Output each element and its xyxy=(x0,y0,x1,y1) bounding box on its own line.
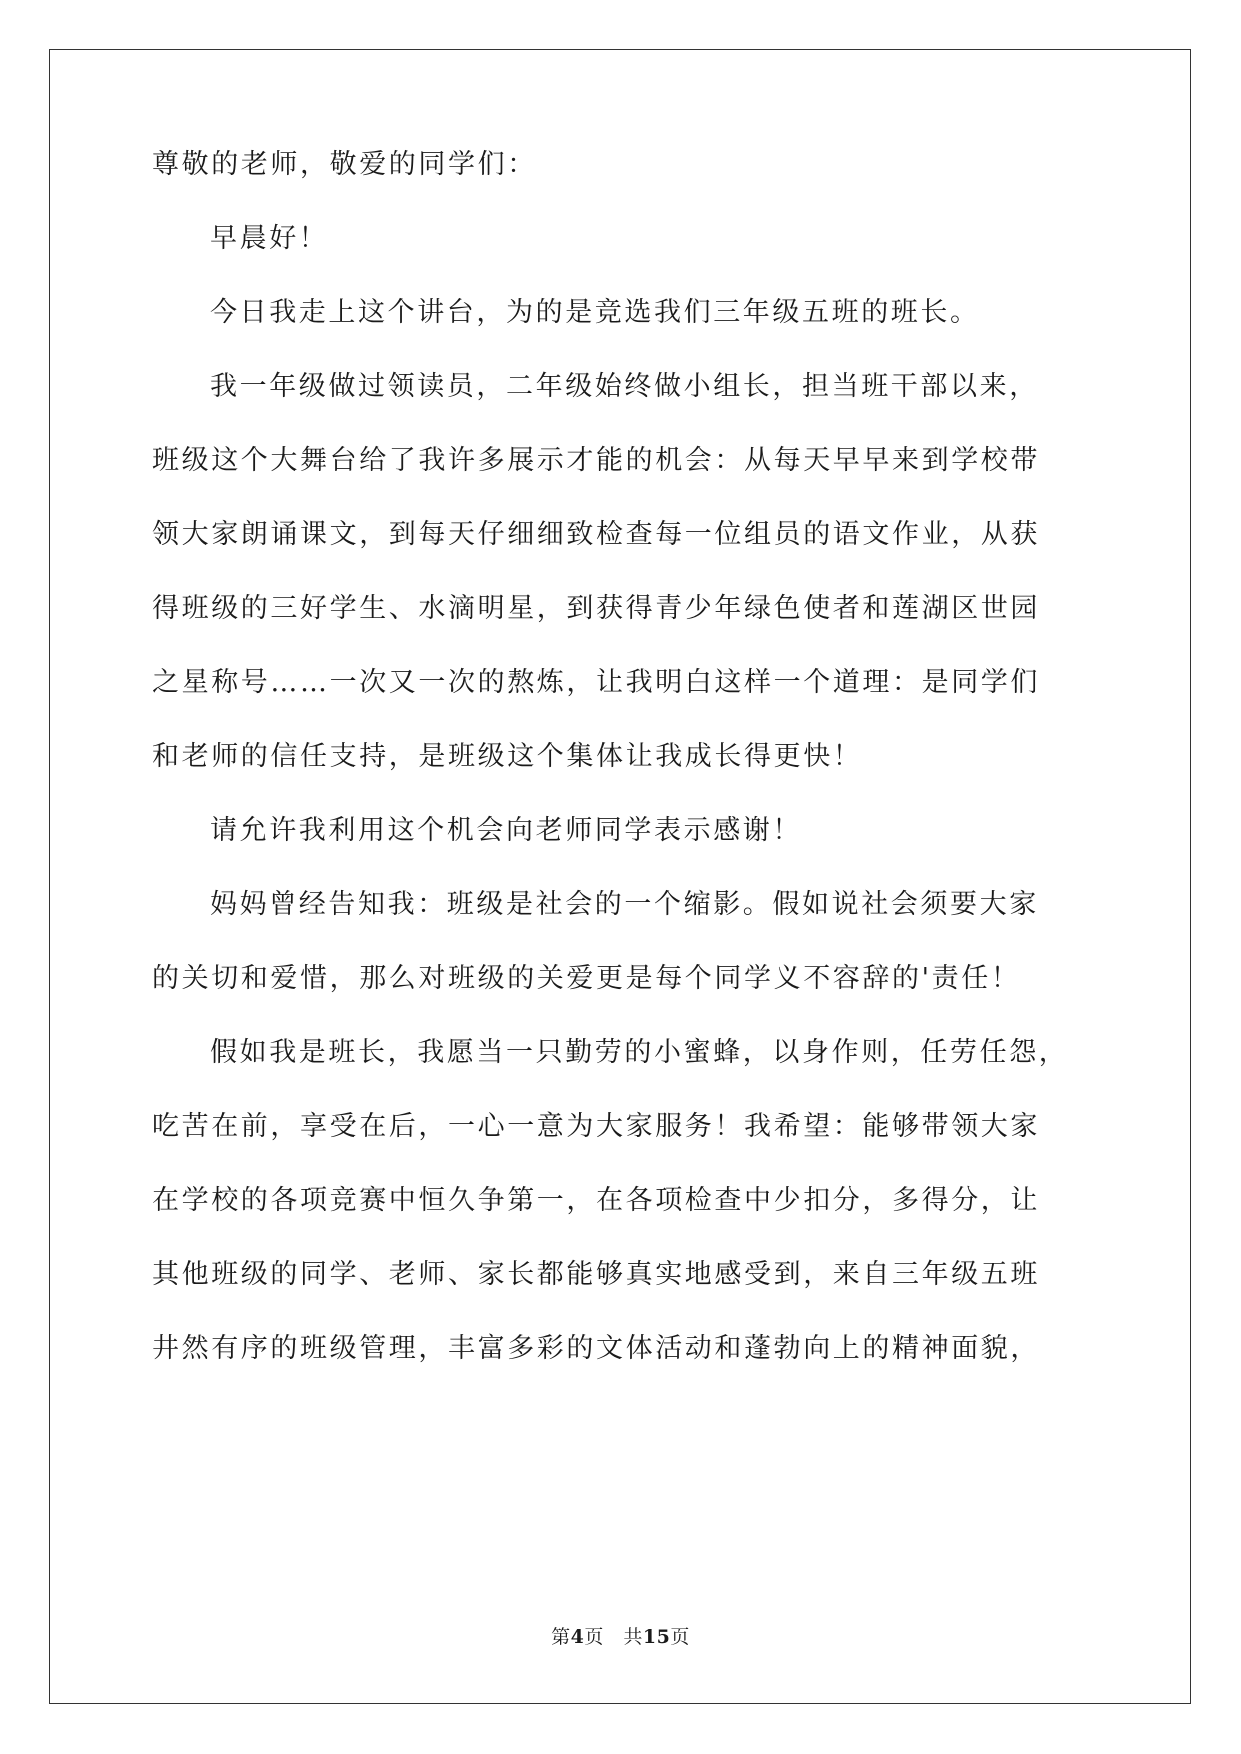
text-line: 井然有序的班级管理，丰富多彩的文体活动和蓬勃向上的精神面貌， xyxy=(152,1333,1040,1364)
text-line: 尊敬的老师，敬爱的同学们： xyxy=(152,149,537,180)
text-line: 的关切和爱惜，那么对班级的关爱更是每个同学义不容辞的'责任！ xyxy=(152,963,1021,994)
text-line: 吃苦在前，享受在后，一心一意为大家服务！我希望：能够带领大家 xyxy=(152,1111,1040,1142)
text-line: 今日我走上这个讲台，为的是竞选我们三年级五班的班长。 xyxy=(210,297,980,328)
footer-total-pages: 15 xyxy=(642,1626,671,1648)
text-line: 早晨好！ xyxy=(210,223,329,254)
text-line: 请允许我利用这个机会向老师同学表示感谢！ xyxy=(210,815,802,846)
text-line: 得班级的三好学生、水滴明星，到获得青少年绿色使者和莲湖区世园 xyxy=(152,593,1040,624)
page-footer xyxy=(0,1622,1241,1649)
text-line: 之星称号……一次又一次的熬炼，让我明白这样一个道理：是同学们 xyxy=(152,667,1040,698)
footer-middle: 页 共 xyxy=(584,1626,643,1648)
text-line: 在学校的各项竞赛中恒久争第一，在各项检查中少扣分，多得分，让 xyxy=(152,1185,1040,1216)
footer-prefix: 第 xyxy=(551,1626,571,1648)
text-line: 班级这个大舞台给了我许多展示才能的机会：从每天早早来到学校带 xyxy=(152,445,1040,476)
text-line: 其他班级的同学、老师、家长都能够真实地感受到，来自三年级五班 xyxy=(152,1259,1040,1290)
text-line: 和老师的信任支持，是班级这个集体让我成长得更快！ xyxy=(152,741,863,772)
footer-page-number: 4 xyxy=(570,1626,585,1648)
text-line: 领大家朗诵课文，到每天仔细细致检查每一位组员的语文作业，从获 xyxy=(152,519,1040,550)
text-line: 假如我是班长，我愿当一只勤劳的小蜜蜂，以身作则，任劳任怨， xyxy=(210,1037,1069,1068)
text-line: 妈妈曾经告知我：班级是社会的一个缩影。假如说社会须要大家 xyxy=(210,889,1039,920)
text-line: 我一年级做过领读员，二年级始终做小组长，担当班干部以来， xyxy=(210,371,1039,402)
footer-suffix: 页 xyxy=(670,1626,690,1648)
